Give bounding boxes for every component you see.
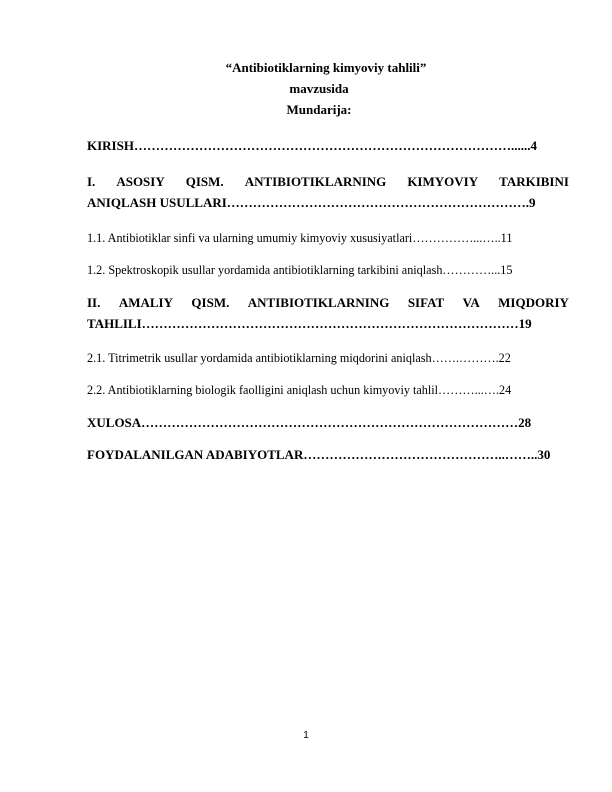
toc-entry-1-2: 1.2. Spektroskopik usullar yordamida antibiotiklarning tarkibini aniqlash…………...15: [87, 263, 513, 277]
toc-entry-1-1: 1.1. Antibiotiklar sinfi va ularning umumiy kimyoviy xususiyatlari……………...…..11: [87, 231, 513, 245]
toc-word: ANTIBIOTIKLARNING: [244, 174, 387, 189]
toc-word: ANTIBIOTIKLARNING: [247, 295, 390, 310]
toc-word: VA: [462, 295, 480, 310]
toc-word: KIMYOVIY: [407, 174, 479, 189]
page-number: 1: [303, 730, 309, 741]
toc-word: ASOSIY: [116, 174, 165, 189]
toc-entry-kirish: KIRISH……………………………………………………………………………......4: [87, 138, 537, 153]
toc-entry-2-2: 2.2. Antibiotiklarning biologik faolligini aniqlash uchun kimyoviy tahlil………...….24: [87, 383, 512, 397]
toc-word: I.: [87, 174, 96, 189]
toc-entry-2-1: 2.1. Titrimetrik usullar yordamida antibiotiklarning miqdorini aniqlash…….……….22: [87, 351, 511, 365]
toc-entry-section-1-line-1: [87, 174, 569, 190]
contents-heading: Mundarija:: [286, 102, 352, 117]
toc-entry-foydalanilgan-adabiyotlar: FOYDALANILGAN ADABIYOTLAR………………………………………..……..30: [87, 447, 551, 462]
document-subtitle: mavzusida: [289, 81, 349, 96]
toc-entry-section-2-line-2: TAHLILI……………………………………………………………………………19: [87, 316, 532, 331]
toc-word: SIFAT: [407, 295, 445, 310]
toc-word: QISM.: [185, 174, 224, 189]
toc-entry-xulosa: XULOSA……………………………………………………………………………28: [87, 415, 532, 430]
toc-word: MIQDORIY: [498, 295, 569, 310]
toc-word: AMALIY: [118, 295, 173, 310]
document-title: “Antibiotiklarning kimyoviy tahlili”: [225, 60, 427, 75]
toc-word: II.: [87, 295, 101, 310]
toc-entry-section-2-line-1: [87, 295, 569, 311]
toc-word: QISM.: [191, 295, 230, 310]
toc-entry-section-1-line-2: ANIQLASH USULLARI…………………………………………………………….9: [87, 195, 536, 210]
toc-word: TARKIBINI: [499, 174, 569, 189]
